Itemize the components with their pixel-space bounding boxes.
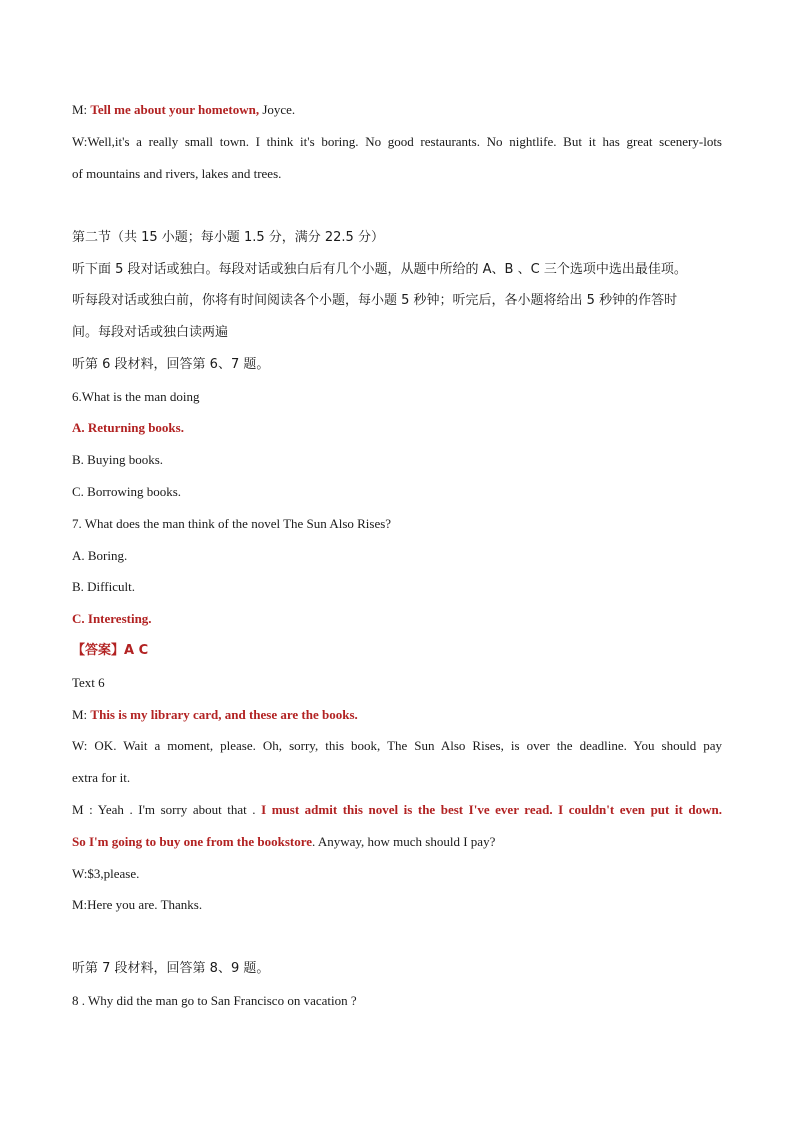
dialogue-w-line-1: W:Well,it's a really small town. I think it's boring. No good restaurants. No nightlife. But it has great scenery-lots <box>72 134 722 149</box>
plain-text: M : Yeah . I'm sorry about that . <box>72 802 262 817</box>
dialogue-m-line: M:Here you are. Thanks. <box>72 897 203 912</box>
highlighted-text: This is my library card, and these are the books. <box>90 707 358 722</box>
instruction-line-1: 听下面 5 段对话或独白。每段对话或独白后有几个小题，从题中所给的 A、B 、C 三个选项中选出最佳项。 <box>72 262 687 277</box>
question-6: 6.What is the man doing <box>72 389 200 404</box>
option: B. Difficult. <box>72 579 135 594</box>
section-heading: 第二节（共 15 小题；每小题 1.5 分，满分 22.5 分） <box>72 230 384 245</box>
part-intro: 听第 7 段材料，回答第 8、9 题。 <box>72 961 270 976</box>
dialogue-m-line <box>72 801 722 819</box>
dialogue-m-line-2 <box>72 833 722 851</box>
option: A. Boring. <box>72 548 128 563</box>
dialogue-w-line-2: of mountains and rivers, lakes and trees. <box>72 166 282 181</box>
question-7: 7. What does the man think of the novel The Sun Also Rises? <box>72 516 392 531</box>
instruction-line-2: 听每段对话或独白前，你将有时间阅读各个小题，每小题 5 秒钟；听完后，各小题将给出 5 秒钟的作答时 <box>72 293 678 308</box>
plain-text: . Anyway, how much should I pay? <box>312 834 496 849</box>
speaker-prefix: M: <box>72 102 91 117</box>
answer-key: 【答案】A C <box>72 643 149 658</box>
text-title: Text 6 <box>72 675 105 690</box>
highlighted-text: Tell me about your hometown, <box>90 102 260 117</box>
plain-text: Joyce. <box>259 102 296 117</box>
highlighted-text: So I'm going to buy one from the bookstore <box>72 834 313 849</box>
dialogue-m-line <box>72 101 722 119</box>
dialogue-w-line-2: extra for it. <box>72 770 131 785</box>
part-intro: 听第 6 段材料，回答第 6、7 题。 <box>72 357 270 372</box>
dialogue-w-line: W:$3,please. <box>72 866 140 881</box>
dialogue-m-line <box>72 706 722 724</box>
dialogue-w-line-1: W: OK. Wait a moment, please. Oh, sorry, this book, The Sun Also Rises, is over the deadline. You should pay <box>72 738 722 753</box>
option-correct: C. Interesting. <box>72 611 152 626</box>
option: C. Borrowing books. <box>72 484 182 499</box>
option-correct: A. Returning books. <box>72 420 184 435</box>
option: B. Buying books. <box>72 452 164 467</box>
highlighted-text: I must admit this novel is the best I've ever read. I couldn't even put it down. <box>261 802 722 817</box>
question-8: 8 . Why did the man go to San Francisco on vacation ? <box>72 993 357 1008</box>
instruction-line-3: 间。每段对话或独白读两遍 <box>72 325 229 340</box>
speaker-prefix: M: <box>72 707 91 722</box>
